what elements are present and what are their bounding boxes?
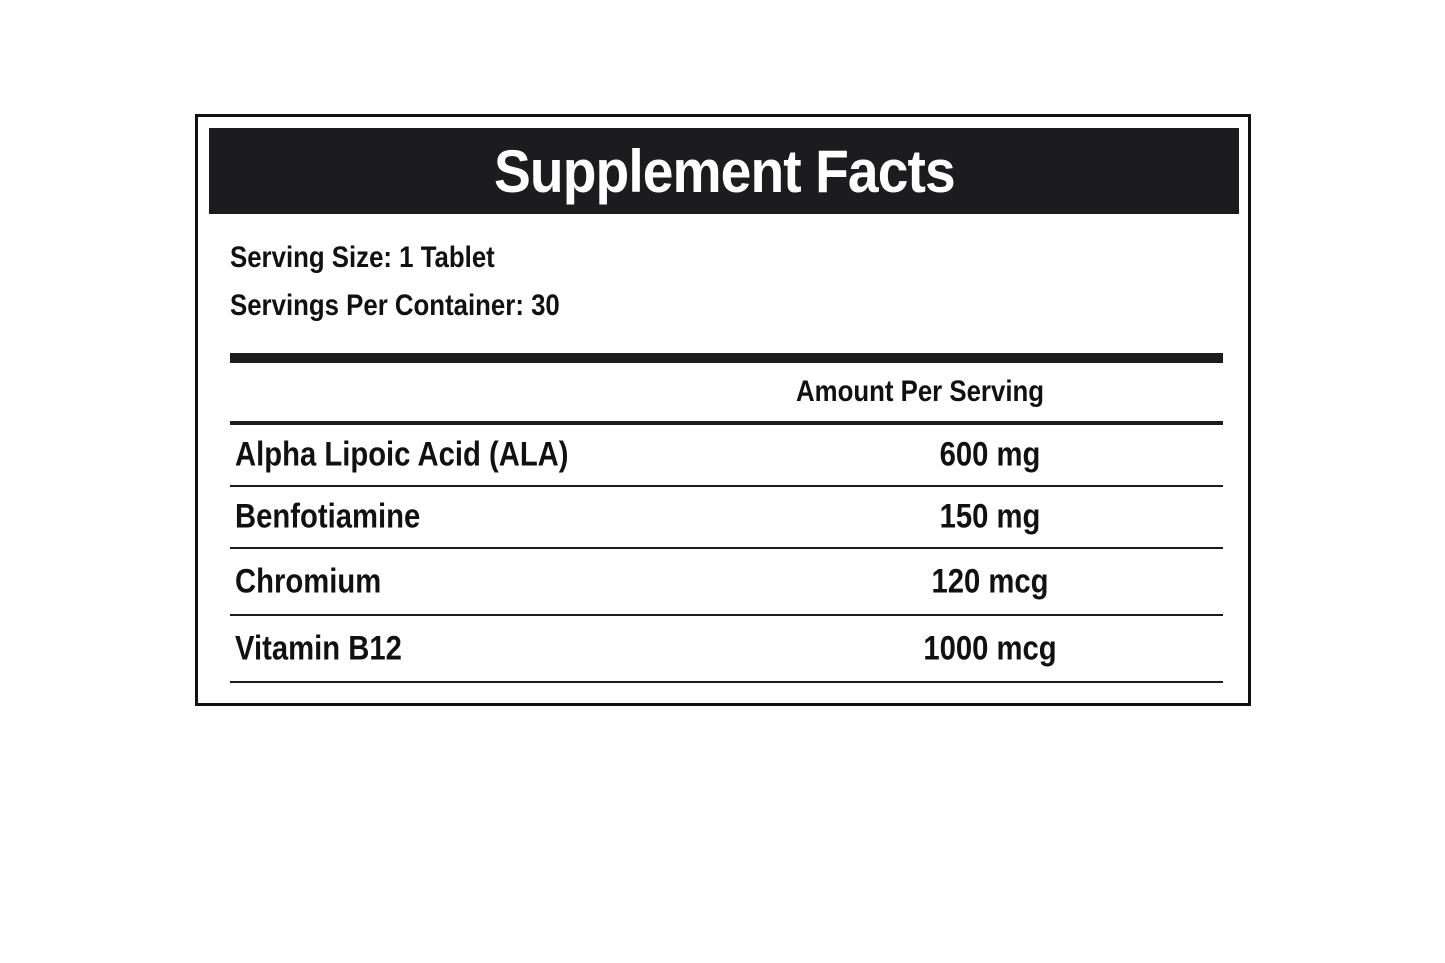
title-bar (209, 128, 1239, 214)
panel-title: Supplement Facts (493, 137, 955, 205)
amount-column-header: Amount Per Serving (796, 375, 1045, 408)
supplement-facts-panel (195, 114, 1251, 706)
ingredient-amount: 150 mg (939, 497, 1041, 536)
ingredient-name: Alpha Lipoic Acid (ALA) (235, 435, 569, 474)
thick-divider (230, 353, 1223, 363)
ingredient-name: Chromium (235, 562, 382, 600)
ingredient-amount: 120 mcg (931, 562, 1049, 600)
table-row (230, 425, 1223, 487)
table-row (230, 549, 1223, 616)
ingredient-name: Benfotiamine (235, 497, 421, 536)
servings-per-container: Servings Per Container: 30 (230, 289, 560, 322)
ingredient-table (230, 425, 1223, 683)
table-row (230, 616, 1223, 683)
ingredient-amount: 1000 mcg (923, 629, 1057, 667)
ingredient-amount: 600 mg (939, 435, 1041, 474)
serving-size: Serving Size: 1 Tablet (230, 241, 495, 274)
ingredient-name: Vitamin B12 (235, 629, 402, 667)
table-row (230, 487, 1223, 549)
